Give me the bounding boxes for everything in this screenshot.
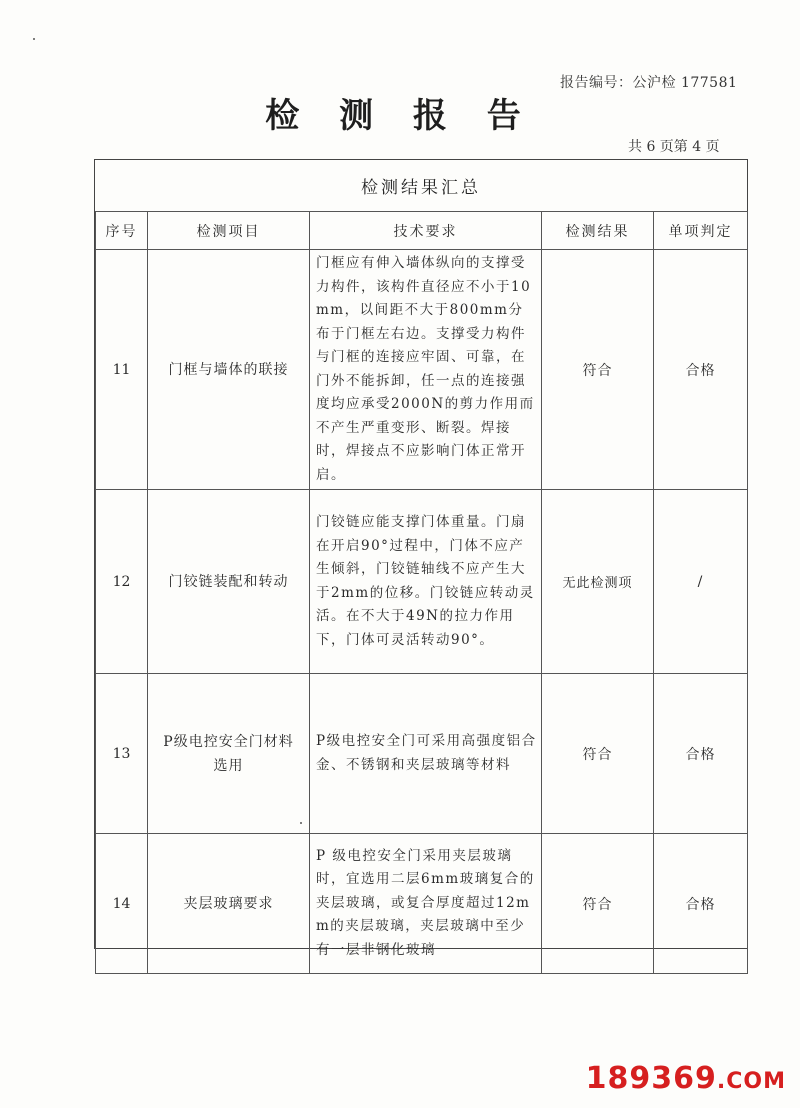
- table-row: [96, 250, 748, 490]
- test-result: 符合: [542, 834, 654, 974]
- summary-title: 检测结果汇总: [361, 177, 481, 198]
- site-watermark: [586, 1061, 786, 1096]
- test-item: P级电控安全门材料选用: [148, 674, 310, 834]
- test-item: 门框与墙体的联接: [148, 250, 310, 490]
- technical-requirement: 门铰链应能支撑门体重量。门扇在开启90°过程中，门体不应产生倾斜，门铰链轴线不应产生大于2mm的位移。门铰链应转动灵活。在不大于49N的拉力作用下，门体可灵活转动90°。: [310, 490, 542, 674]
- item-verdict: /: [654, 490, 748, 674]
- table-row: [96, 490, 748, 674]
- test-item: 门铰链装配和转动: [148, 490, 310, 674]
- test-result: 符合: [542, 250, 654, 490]
- col-header-requirement: 技术要求: [310, 212, 542, 250]
- test-item: 夹层玻璃要求: [148, 834, 310, 974]
- test-result: 无此检测项: [542, 490, 654, 674]
- scan-speck: [300, 822, 302, 824]
- col-header-verdict: 单项判定: [654, 212, 748, 250]
- row-number: 12: [96, 490, 148, 674]
- col-header-no: 序号: [96, 212, 148, 250]
- item-verdict: 合格: [654, 674, 748, 834]
- results-table: [95, 211, 748, 974]
- page-info: 共 6 页第 4 页: [628, 139, 720, 155]
- table-row: [96, 674, 748, 834]
- watermark-number: 189369: [585, 1061, 717, 1096]
- item-verdict: 合格: [654, 834, 748, 974]
- row-number: 13: [96, 674, 148, 834]
- scan-speck: [33, 38, 35, 40]
- col-header-item: 检测项目: [148, 212, 310, 250]
- technical-requirement: 门框应有伸入墙体纵向的支撑受力构件，该构件直径应不小于10mm，以间距不大于800mm分布于门框左右边。支撑受力构件与门框的连接应牢固、可靠，在门外不能拆卸，任一点的连接强度均应承受2000N的剪力作用而不产生严重变形、断裂。焊接时，焊接点不应影响门体正常开启。: [310, 250, 542, 490]
- report-number: 报告编号：公沪检 177581: [560, 75, 738, 91]
- col-header-result: 检测结果: [542, 212, 654, 250]
- table-row: [96, 834, 748, 974]
- item-verdict: 合格: [654, 250, 748, 490]
- row-number: 11: [96, 250, 148, 490]
- row-number: 14: [96, 834, 148, 974]
- test-result: 符合: [542, 674, 654, 834]
- table-header-row: [96, 212, 748, 250]
- results-summary-box: [94, 159, 748, 958]
- document-title: 检 测 报 告: [265, 96, 535, 136]
- technical-requirement: P 级电控安全门采用夹层玻璃时，宜选用二层6mm玻璃复合的夹层玻璃，或复合厚度超过12mm的夹层玻璃，夹层玻璃中至少有一层非钢化玻璃: [310, 834, 542, 974]
- technical-requirement: P级电控安全门可采用高强度铝合金、不锈钢和夹层玻璃等材料: [310, 674, 542, 834]
- watermark-suffix: .COM: [716, 1069, 786, 1094]
